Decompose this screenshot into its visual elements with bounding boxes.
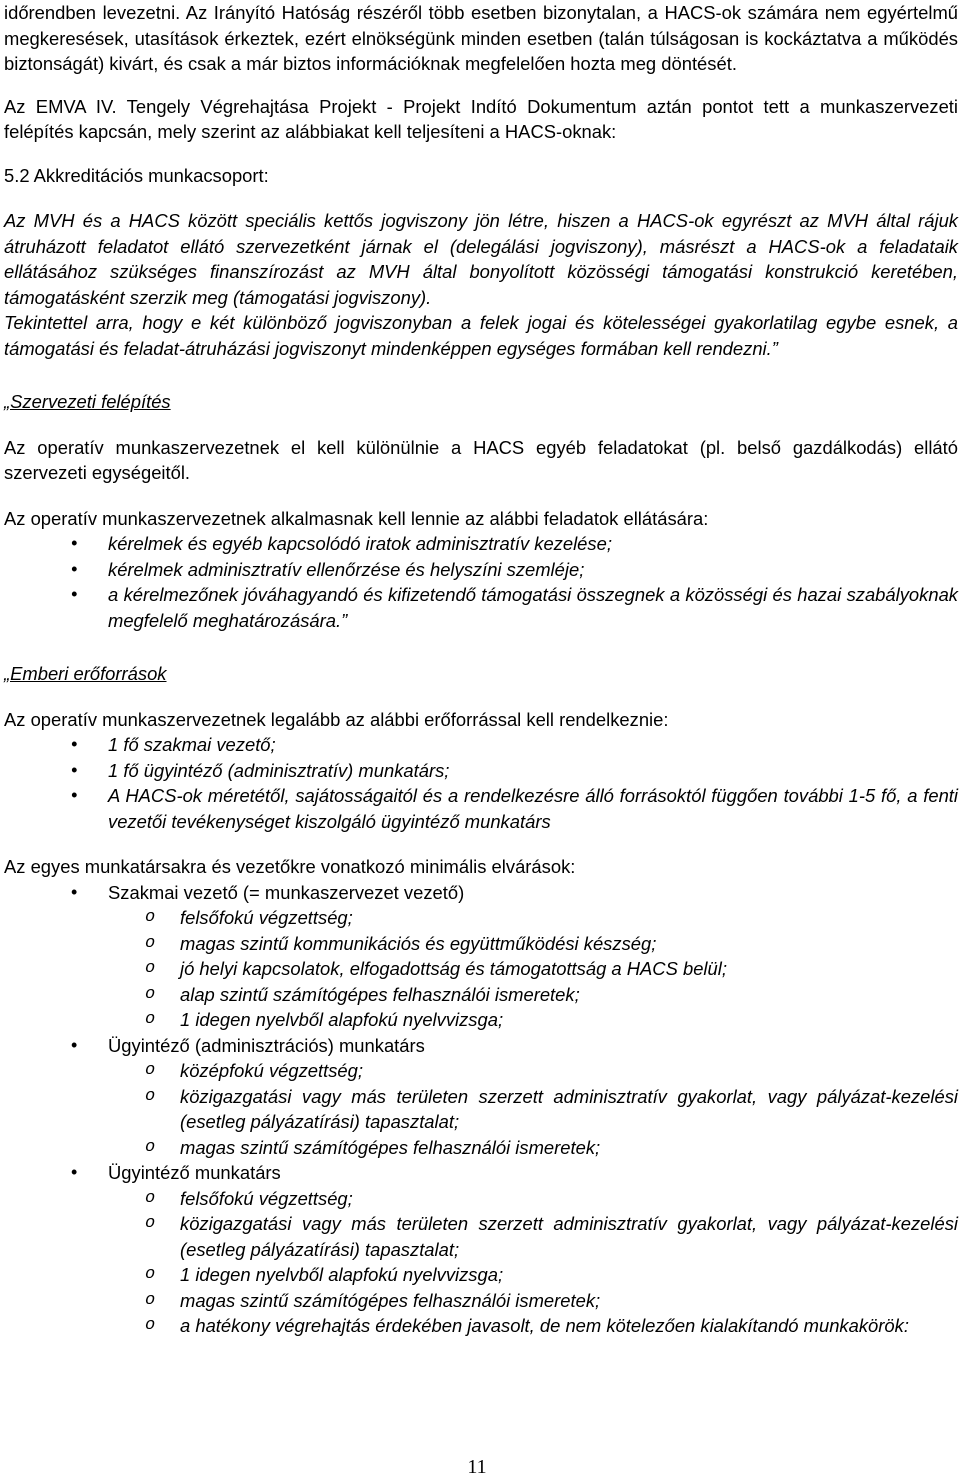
paragraph-munkaszervezet-elkulonules: Az operatív munkaszervezetnek el kell különülnie a HACS egyéb feladatokat (pl. belső gazdálkodás) ellátó szervezeti egységeitől.: [4, 436, 958, 483]
resource-item: • 1 fő ügyintéző (adminisztratív) munkatárs;: [4, 758, 958, 784]
resource-item: • 1 fő szakmai vezető;: [4, 732, 958, 758]
heading-emberi-eroforrasok: „Emberi erőforrások: [4, 663, 167, 684]
paragraph-emva: Az EMVA IV. Tengely Végrehajtása Projekt - Projekt Indító Dokumentum aztán pontot tett a munkaszervezeti felépítés kapcsán, mely szerint az alábbiakat kell teljesíteni a HACS-oknak:: [4, 95, 958, 142]
requirement-item: o alap szintű számítógépes felhasználói ismeretek;: [4, 982, 958, 1008]
requirement-item: o magas szintű számítógépes felhasználói ismeretek;: [4, 1288, 958, 1314]
page-number: 11: [467, 1456, 487, 1478]
quote-paragraph-tekintettel: Tekintettel arra, hogy e két különböző jogviszonyban a felek jogai és kötelességei gyakorlatilag egybe esnek, a támogatási és feladat-átruházási jogviszonyt mindenképpen egységes formában kell rendezni.”: [4, 312, 958, 359]
requirement-item: o közigazgatási vagy más területen szerzett adminisztratív gyakorlat, vagy pályázat-kezelési (esetleg pályázatírási) tapasztalat;: [4, 1084, 958, 1135]
requirement-item: o felsőfokú végzettség;: [4, 905, 958, 931]
requirement-item: o magas szintű kommunikációs és együttműködési készség;: [4, 931, 958, 957]
requirement-item: o jó helyi kapcsolatok, elfogadottság és támogatottság a HACS belül;: [4, 956, 958, 982]
paragraph-eroforras-intro: Az operatív munkaszervezetnek legalább az alábbi erőforrással kell rendelkeznie:: [4, 708, 669, 730]
task-list: [4, 531, 958, 633]
section-heading-5-2: 5.2 Akkreditációs munkacsoport:: [4, 164, 269, 186]
quote-paragraph-jogviszony: Az MVH és a HACS között speciális kettős jogviszony jön létre, hiszen a HACS-ok egyrészt az MVH által rájuk átruházott feladatot ellátó szervezetként járnak el (delegálási jogviszony), másrészt a HACS-ok a feladataik ellátásához szükséges finanszírozást az MVH által bonyolított közösségi támogatási konstrukció keretében, támogatásként szerzik meg (támogatási jogviszony).: [4, 210, 958, 308]
requirement-item: o magas szintű számítógépes felhasználói ismeretek;: [4, 1135, 958, 1161]
role-item: • Ügyintéző munkatárs: [4, 1160, 958, 1186]
resource-list: [4, 732, 958, 834]
requirement-item: o 1 idegen nyelvből alapfokú nyelvvizsga;: [4, 1262, 958, 1288]
requirement-item: o közigazgatási vagy más területen szerzett adminisztratív gyakorlat, vagy pályázat-kezelési (esetleg pályázatírási) tapasztalat;: [4, 1211, 958, 1262]
paragraph-elvarasok-intro: Az egyes munkatársakra és vezetőkre vonatkozó minimális elvárások:: [4, 856, 576, 877]
role-list: [4, 880, 958, 1339]
resource-item: • A HACS-ok méretétől, sajátosságaitól és a rendelkezésre álló forrásoktól függően további 1-5 fő, a fenti vezetői tevékenységet kiszolgáló ügyintéző munkatárs: [4, 783, 958, 834]
paragraph-intro: időrendben levezetni. Az Irányító Hatóság részéről több esetben bizonytalan, a HACS-ok számára nem egyértelmű megkeresések, utasítások érkeztek, ezért elnökségünk minden esetben (talán túlságosan is kockáztatva a működés biztonságát) kivárt, és csak a már biztos információknak megfelelően hozta meg döntését.: [4, 2, 958, 74]
document-page: [4, 0, 958, 1339]
role-item: • Ügyintéző (adminisztrációs) munkatárs: [4, 1033, 958, 1059]
requirement-item: o 1 idegen nyelvből alapfokú nyelvvizsga;: [4, 1007, 958, 1033]
requirement-item: o felsőfokú végzettség;: [4, 1186, 958, 1212]
requirement-item: o középfokú végzettség;: [4, 1058, 958, 1084]
task-item: • kérelmek adminisztratív ellenőrzése és helyszíni szemléje;: [4, 557, 958, 583]
requirement-item: o a hatékony végrehajtás érdekében javasolt, de nem kötelezően kialakítandó munkakörök:: [4, 1313, 958, 1339]
role-item: • Szakmai vezető (= munkaszervezet vezető): [4, 880, 958, 906]
task-item: • a kérelmezőnek jóváhagyandó és kifizetendő támogatási összegnek a közösségi és hazai szabályoknak megfelelő meghatározására.”: [4, 582, 958, 633]
paragraph-feladatok-intro: Az operatív munkaszervezetnek alkalmasnak kell lennie az alábbi feladatok ellátására:: [4, 507, 709, 529]
task-item: • kérelmek és egyéb kapcsolódó iratok adminisztratív kezelése;: [4, 531, 958, 557]
heading-szervezeti-felepites: „Szervezeti felépítés: [4, 391, 171, 412]
